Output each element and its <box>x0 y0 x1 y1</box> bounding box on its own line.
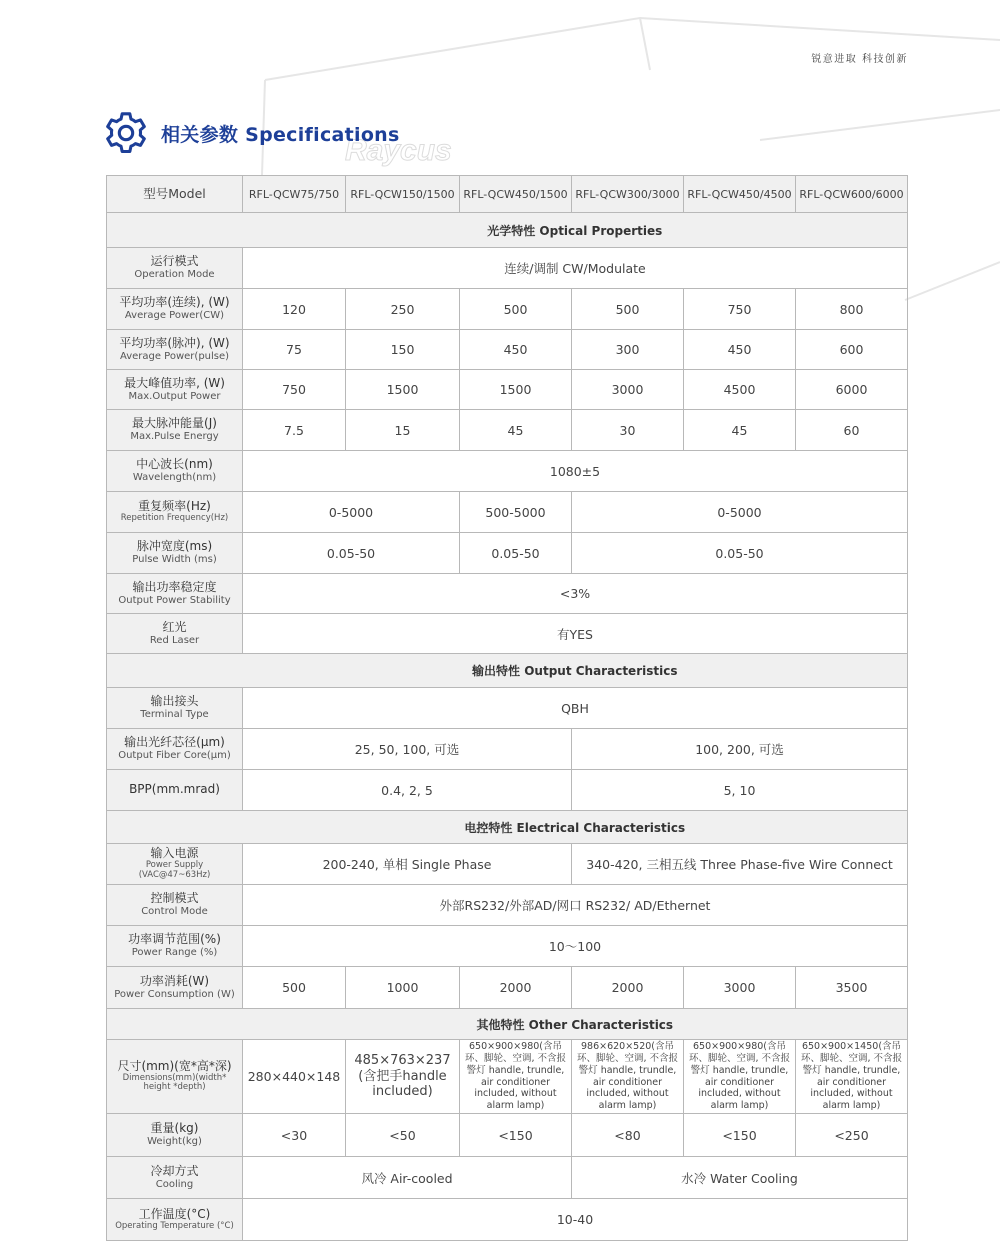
cell-value: 连续/调制 CW/Modulate <box>243 248 908 289</box>
table-row <box>107 492 908 533</box>
row-label: 控制模式 Control Mode <box>107 885 243 926</box>
section-row-electrical <box>107 811 908 844</box>
row-label: 功率消耗(W) Power Consumption (W) <box>107 967 243 1009</box>
cell-value: 15 <box>346 410 460 451</box>
section-header <box>103 110 400 156</box>
cell-value: 0.05-50 <box>572 533 908 574</box>
cell-value: 250 <box>346 289 460 330</box>
cell-value: 650×900×980(含吊环、脚轮、空调, 不含报警灯 handle, trundle, air conditioner included, without alarm lamp) <box>460 1040 572 1114</box>
cell-value: <150 <box>684 1114 796 1157</box>
cell-value: 45 <box>460 410 572 451</box>
cell-value: 120 <box>243 289 346 330</box>
cell-value: 650×900×1450(含吊环、脚轮、空调, 不含报警灯 handle, trundle, air conditioner included, without alarm lamp) <box>796 1040 908 1114</box>
cell-value: 风冷 Air-cooled <box>243 1157 572 1199</box>
model-name: RFL-QCW75/750 <box>243 176 346 213</box>
cell-value: 3000 <box>684 967 796 1009</box>
cell-value: 750 <box>243 370 346 410</box>
cell-value: 0.05-50 <box>460 533 572 574</box>
cell-value: <150 <box>460 1114 572 1157</box>
cell-value: 500 <box>243 967 346 1009</box>
page-title: 相关参数 Specifications <box>161 123 400 146</box>
cell-value: 650×900×980(含吊环、脚轮、空调, 不含报警灯 handle, trundle, air conditioner included, without alarm lamp) <box>684 1040 796 1114</box>
section-title: 光学特性 Optical Properties <box>243 213 908 248</box>
row-label: 输出功率稳定度 Output Power Stability <box>107 574 243 614</box>
section-title: 电控特性 Electrical Characteristics <box>243 811 908 844</box>
row-label: 输出接头 Terminal Type <box>107 688 243 729</box>
cell-value: 7.5 <box>243 410 346 451</box>
row-label: 平均功率(连续), (W) Average Power(CW) <box>107 289 243 330</box>
cell-value: 1500 <box>346 370 460 410</box>
table-row <box>107 729 908 770</box>
row-label: 红光 Red Laser <box>107 614 243 654</box>
section-title: 输出特性 Output Characteristics <box>243 654 908 688</box>
row-label: 最大峰值功率, (W) Max.Output Power <box>107 370 243 410</box>
table-row <box>107 614 908 654</box>
cell-value: 0-5000 <box>243 492 460 533</box>
cell-value: 1500 <box>460 370 572 410</box>
cell-value: 340-420, 三相五线 Three Phase-five Wire Connect <box>572 844 908 885</box>
table-row <box>107 248 908 289</box>
cell-value: 60 <box>796 410 908 451</box>
row-label: 重量(kg) Weight(kg) <box>107 1114 243 1157</box>
cell-value: 3000 <box>572 370 684 410</box>
cell-value: 2000 <box>572 967 684 1009</box>
cell-value: 0.05-50 <box>243 533 460 574</box>
cell-value: 5, 10 <box>572 770 908 811</box>
table-row <box>107 1199 908 1241</box>
row-label: BPP(mm.mrad) <box>107 770 243 811</box>
cell-value: 水冷 Water Cooling <box>572 1157 908 1199</box>
row-label: 输出光纤芯径(μm) Output Fiber Core(μm) <box>107 729 243 770</box>
row-label: 尺寸(mm)(宽*高*深) Dimensions(mm)(width* height *depth) <box>107 1040 243 1114</box>
cell-value: <50 <box>346 1114 460 1157</box>
model-name: RFL-QCW600/6000 <box>796 176 908 213</box>
table-row <box>107 330 908 370</box>
cell-value: 0-5000 <box>572 492 908 533</box>
model-row <box>107 176 908 213</box>
table-row <box>107 533 908 574</box>
cell-value: 500-5000 <box>460 492 572 533</box>
section-row-other <box>107 1009 908 1040</box>
cell-value: 10～100 <box>243 926 908 967</box>
spec-table <box>106 175 908 1241</box>
cell-value: 986×620×520(含吊环、脚轮、空调, 不含报警灯 handle, trundle, air conditioner included, without alarm lamp) <box>572 1040 684 1114</box>
row-label: 冷却方式 Cooling <box>107 1157 243 1199</box>
model-label: 型号Model <box>107 176 243 213</box>
table-row <box>107 370 908 410</box>
cell-value: 485×763×237 (含把手handle included) <box>346 1040 460 1114</box>
table-row <box>107 1157 908 1199</box>
cell-value: 450 <box>684 330 796 370</box>
row-label: 功率调节范围(%) Power Range (%) <box>107 926 243 967</box>
table-row <box>107 844 908 885</box>
cell-value: 750 <box>684 289 796 330</box>
cell-value: 200-240, 单相 Single Phase <box>243 844 572 885</box>
cell-value: 10-40 <box>243 1199 908 1241</box>
cell-value: 3500 <box>796 967 908 1009</box>
table-row <box>107 770 908 811</box>
cell-value: 300 <box>572 330 684 370</box>
cell-value: 1080±5 <box>243 451 908 492</box>
cell-value: 4500 <box>684 370 796 410</box>
cell-value: 100, 200, 可选 <box>572 729 908 770</box>
cell-value: 2000 <box>460 967 572 1009</box>
cell-value: 有YES <box>243 614 908 654</box>
cell-value: 6000 <box>796 370 908 410</box>
section-row-optical <box>107 213 908 248</box>
model-name: RFL-QCW300/3000 <box>572 176 684 213</box>
watermark-text: Raycus <box>345 134 452 167</box>
cell-value: 1000 <box>346 967 460 1009</box>
table-row <box>107 885 908 926</box>
table-row <box>107 1114 908 1157</box>
cell-value: <250 <box>796 1114 908 1157</box>
row-label: 平均功率(脉冲), (W) Average Power(pulse) <box>107 330 243 370</box>
row-label: 重复频率(Hz) Repetition Frequency(Hz) <box>107 492 243 533</box>
cell-value: 25, 50, 100, 可选 <box>243 729 572 770</box>
cell-value: 500 <box>572 289 684 330</box>
row-label: 中心波长(nm) Wavelength(nm) <box>107 451 243 492</box>
cell-value: <30 <box>243 1114 346 1157</box>
row-label: 输入电源 Power Supply (VAC@47~63Hz) <box>107 844 243 885</box>
table-row <box>107 289 908 330</box>
cell-value: 外部RS232/外部AD/网口 RS232/ AD/Ethernet <box>243 885 908 926</box>
cell-value: 75 <box>243 330 346 370</box>
section-row-output <box>107 654 908 688</box>
cell-value: 280×440×148 <box>243 1040 346 1114</box>
cell-value: 800 <box>796 289 908 330</box>
row-label: 运行模式 Operation Mode <box>107 248 243 289</box>
cell-value: 30 <box>572 410 684 451</box>
table-row <box>107 926 908 967</box>
gear-icon <box>103 110 149 156</box>
table-row <box>107 451 908 492</box>
cell-value: 450 <box>460 330 572 370</box>
table-row <box>107 967 908 1009</box>
table-row <box>107 410 908 451</box>
cell-value: QBH <box>243 688 908 729</box>
row-label: 工作温度(°C) Operating Temperature (°C) <box>107 1199 243 1241</box>
cell-value: 150 <box>346 330 460 370</box>
model-name: RFL-QCW450/4500 <box>684 176 796 213</box>
table-row <box>107 1040 908 1114</box>
row-label: 最大脉冲能量(J) Max.Pulse Energy <box>107 410 243 451</box>
table-row <box>107 688 908 729</box>
cell-value: 45 <box>684 410 796 451</box>
table-row <box>107 574 908 614</box>
cell-value: <80 <box>572 1114 684 1157</box>
cell-value: 500 <box>460 289 572 330</box>
slogan: 锐意进取 科技创新 <box>811 54 908 65</box>
row-label: 脉冲宽度(ms) Pulse Width (ms) <box>107 533 243 574</box>
cell-value: 600 <box>796 330 908 370</box>
section-title: 其他特性 Other Characteristics <box>243 1009 908 1040</box>
cell-value: <3% <box>243 574 908 614</box>
model-name: RFL-QCW450/1500 <box>460 176 572 213</box>
cell-value: 0.4, 2, 5 <box>243 770 572 811</box>
model-name: RFL-QCW150/1500 <box>346 176 460 213</box>
